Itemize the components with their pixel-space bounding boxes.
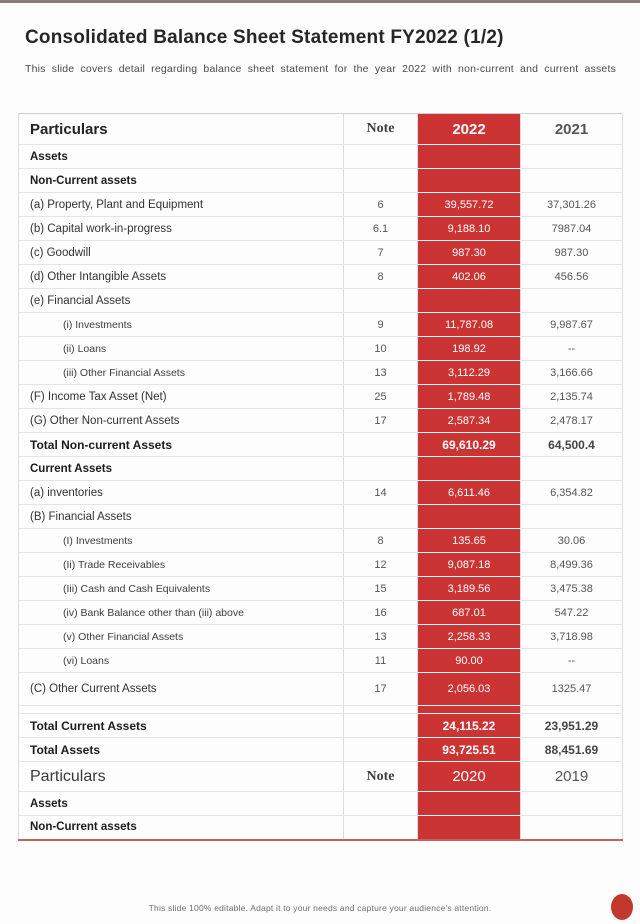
table-row [19, 169, 623, 193]
cell-note: 6.1 [344, 217, 418, 241]
cell-particulars: (ii) Loans [19, 337, 344, 361]
table-row [19, 505, 623, 529]
cell-year-current: 2,258.33 [418, 625, 521, 649]
cell-year-previous: 7987.04 [521, 217, 623, 241]
cell-note: 14 [344, 481, 418, 505]
top-accent-strip [0, 0, 640, 3]
table-row [19, 361, 623, 385]
cell-year-current [418, 505, 521, 529]
cell-year-previous [521, 505, 623, 529]
cell-particulars: Non-Current assets [19, 169, 344, 193]
cell-year-previous: 456.56 [521, 265, 623, 289]
table-row [19, 792, 623, 816]
table-row [19, 553, 623, 577]
cell-year-previous: 3,475.38 [521, 577, 623, 601]
cell-year-previous: 9,987.67 [521, 313, 623, 337]
cell-year-current: 135.65 [418, 529, 521, 553]
cell-year-current: 39,557.72 [418, 193, 521, 217]
table-row [19, 217, 623, 241]
table-row [19, 241, 623, 265]
cell-year-previous [521, 816, 623, 840]
page-title: Consolidated Balance Sheet Statement FY2022 (1/2) [25, 27, 504, 48]
cell-year-previous: 547.22 [521, 601, 623, 625]
cell-year-previous [521, 792, 623, 816]
cell-particulars: (v) Other Financial Assets [19, 625, 344, 649]
cell-particulars: Total Non-current Assets [19, 433, 344, 457]
cell-note: 7 [344, 241, 418, 265]
table-row [19, 385, 623, 409]
table-row [19, 577, 623, 601]
cell-year-previous: -- [521, 649, 623, 673]
cell-particulars: Current Assets [19, 457, 344, 481]
cell-year-current: 90.00 [418, 649, 521, 673]
cell-note: 6 [344, 193, 418, 217]
cell-particulars: (a) inventories [19, 481, 344, 505]
cell-year-current: 9,087.18 [418, 553, 521, 577]
cell-year-current: 69,610.29 [418, 433, 521, 457]
cell-year-current: 1,789.48 [418, 385, 521, 409]
table-row [19, 457, 623, 481]
cell-year-current [418, 289, 521, 313]
cell-note: 11 [344, 649, 418, 673]
page-subtitle: This slide covers detail regarding balance sheet statement for the year 2022 with non-current and current assets [25, 63, 617, 75]
cell-year-previous: 64,500.4 [521, 433, 623, 457]
cell-year-current: 2022 [418, 114, 521, 145]
cell-note: 13 [344, 361, 418, 385]
cell-year-current: 2,056.03 [418, 673, 521, 706]
cell-particulars: (d) Other Intangible Assets [19, 265, 344, 289]
table-row [19, 433, 623, 457]
table-row [19, 289, 623, 313]
cell-particulars: (I) Investments [19, 529, 344, 553]
cell-year-previous: 37,301.26 [521, 193, 623, 217]
cell-year-previous: 3,166.66 [521, 361, 623, 385]
cell-year-current: 402.06 [418, 265, 521, 289]
cell-particulars: (iii) Other Financial Assets [19, 361, 344, 385]
cell-note: 15 [344, 577, 418, 601]
table-row [19, 313, 623, 337]
cell-year-current: 3,112.29 [418, 361, 521, 385]
cell-year-current: 93,725.51 [418, 738, 521, 762]
cell-year-previous: 987.30 [521, 241, 623, 265]
cell-particulars: Particulars [19, 762, 344, 792]
cell-note [344, 289, 418, 313]
cell-note [344, 457, 418, 481]
cell-year-previous: 30.06 [521, 529, 623, 553]
cell-year-previous [521, 289, 623, 313]
table-row [19, 193, 623, 217]
cell-particulars: Assets [19, 792, 344, 816]
cell-particulars: Total Current Assets [19, 714, 344, 738]
cell-particulars: Total Assets [19, 738, 344, 762]
balance-sheet-table [18, 113, 623, 841]
cell-year-current: 3,189.56 [418, 577, 521, 601]
cell-particulars: Non-Current assets [19, 816, 344, 840]
cell-note: 12 [344, 553, 418, 577]
table-row [19, 714, 623, 738]
table-header-row [19, 762, 623, 792]
cell-particulars: (C) Other Current Assets [19, 673, 344, 706]
cell-note [344, 714, 418, 738]
cell-particulars: (b) Capital work-in-progress [19, 217, 344, 241]
cell-year-previous: 2,135.74 [521, 385, 623, 409]
cell-particulars: (vi) Loans [19, 649, 344, 673]
table-row [19, 706, 623, 714]
table-row [19, 625, 623, 649]
cell-year-previous: 8,499.36 [521, 553, 623, 577]
cell-year-current [418, 145, 521, 169]
cell-note: 25 [344, 385, 418, 409]
cell-particulars: (e) Financial Assets [19, 289, 344, 313]
table-header-row [19, 114, 623, 145]
cell-year-previous: 2,478.17 [521, 409, 623, 433]
cell-year-current [418, 457, 521, 481]
cell-year-current: 687.01 [418, 601, 521, 625]
cell-note [344, 433, 418, 457]
table-row [19, 649, 623, 673]
cell-particulars: (c) Goodwill [19, 241, 344, 265]
cell-year-current [418, 706, 521, 714]
cell-particulars: (G) Other Non-current Assets [19, 409, 344, 433]
cell-particulars: Particulars [19, 114, 344, 145]
table-row [19, 409, 623, 433]
cell-note: 10 [344, 337, 418, 361]
cell-year-current [418, 816, 521, 840]
cell-particulars: (iv) Bank Balance other than (iii) above [19, 601, 344, 625]
cell-year-previous: 2021 [521, 114, 623, 145]
cell-particulars: (i) Investments [19, 313, 344, 337]
table-row [19, 816, 623, 840]
cell-note [344, 816, 418, 840]
cell-note: Note [344, 762, 418, 792]
cell-note: 8 [344, 529, 418, 553]
cell-year-current: 2,587.34 [418, 409, 521, 433]
cell-note [344, 738, 418, 762]
footer-note: This slide 100% editable. Adapt it to your needs and capture your audience's attention. [148, 903, 492, 913]
cell-particulars: Assets [19, 145, 344, 169]
cell-note: 16 [344, 601, 418, 625]
table-row [19, 601, 623, 625]
cell-year-previous [521, 145, 623, 169]
cell-year-previous: 2019 [521, 762, 623, 792]
cell-year-previous: 3,718.98 [521, 625, 623, 649]
cell-note: 17 [344, 673, 418, 706]
cell-particulars: (Ii) Trade Receivables [19, 553, 344, 577]
cell-note [344, 706, 418, 714]
cell-year-previous [521, 706, 623, 714]
cell-note: 8 [344, 265, 418, 289]
cell-year-previous: -- [521, 337, 623, 361]
cell-particulars [19, 706, 344, 714]
cell-year-current: 2020 [418, 762, 521, 792]
cell-particulars: (Iii) Cash and Cash Equivalents [19, 577, 344, 601]
table-row [19, 481, 623, 505]
cell-year-previous: 6,354.82 [521, 481, 623, 505]
cell-note: Note [344, 114, 418, 145]
cell-year-current: 9,188.10 [418, 217, 521, 241]
table-row [19, 673, 623, 706]
cell-note [344, 145, 418, 169]
cell-particulars: (B) Financial Assets [19, 505, 344, 529]
table-row [19, 265, 623, 289]
cell-note [344, 169, 418, 193]
cell-note: 17 [344, 409, 418, 433]
cell-year-previous: 1325.47 [521, 673, 623, 706]
cell-note [344, 505, 418, 529]
table-row [19, 529, 623, 553]
cell-year-current: 987.30 [418, 241, 521, 265]
table-row [19, 337, 623, 361]
cell-year-previous: 88,451.69 [521, 738, 623, 762]
cell-note: 9 [344, 313, 418, 337]
red-corner-dot [611, 894, 633, 920]
cell-note [344, 792, 418, 816]
cell-particulars: (F) Income Tax Asset (Net) [19, 385, 344, 409]
cell-year-previous: 23,951.29 [521, 714, 623, 738]
cell-year-current: 6,611.46 [418, 481, 521, 505]
table-row [19, 738, 623, 762]
cell-year-previous [521, 457, 623, 481]
cell-year-current [418, 169, 521, 193]
cell-year-current: 11,787.08 [418, 313, 521, 337]
cell-note: 13 [344, 625, 418, 649]
cell-particulars: (a) Property, Plant and Equipment [19, 193, 344, 217]
table-row [19, 145, 623, 169]
cell-year-previous [521, 169, 623, 193]
cell-year-current: 24,115.22 [418, 714, 521, 738]
cell-year-current: 198.92 [418, 337, 521, 361]
cell-year-current [418, 792, 521, 816]
